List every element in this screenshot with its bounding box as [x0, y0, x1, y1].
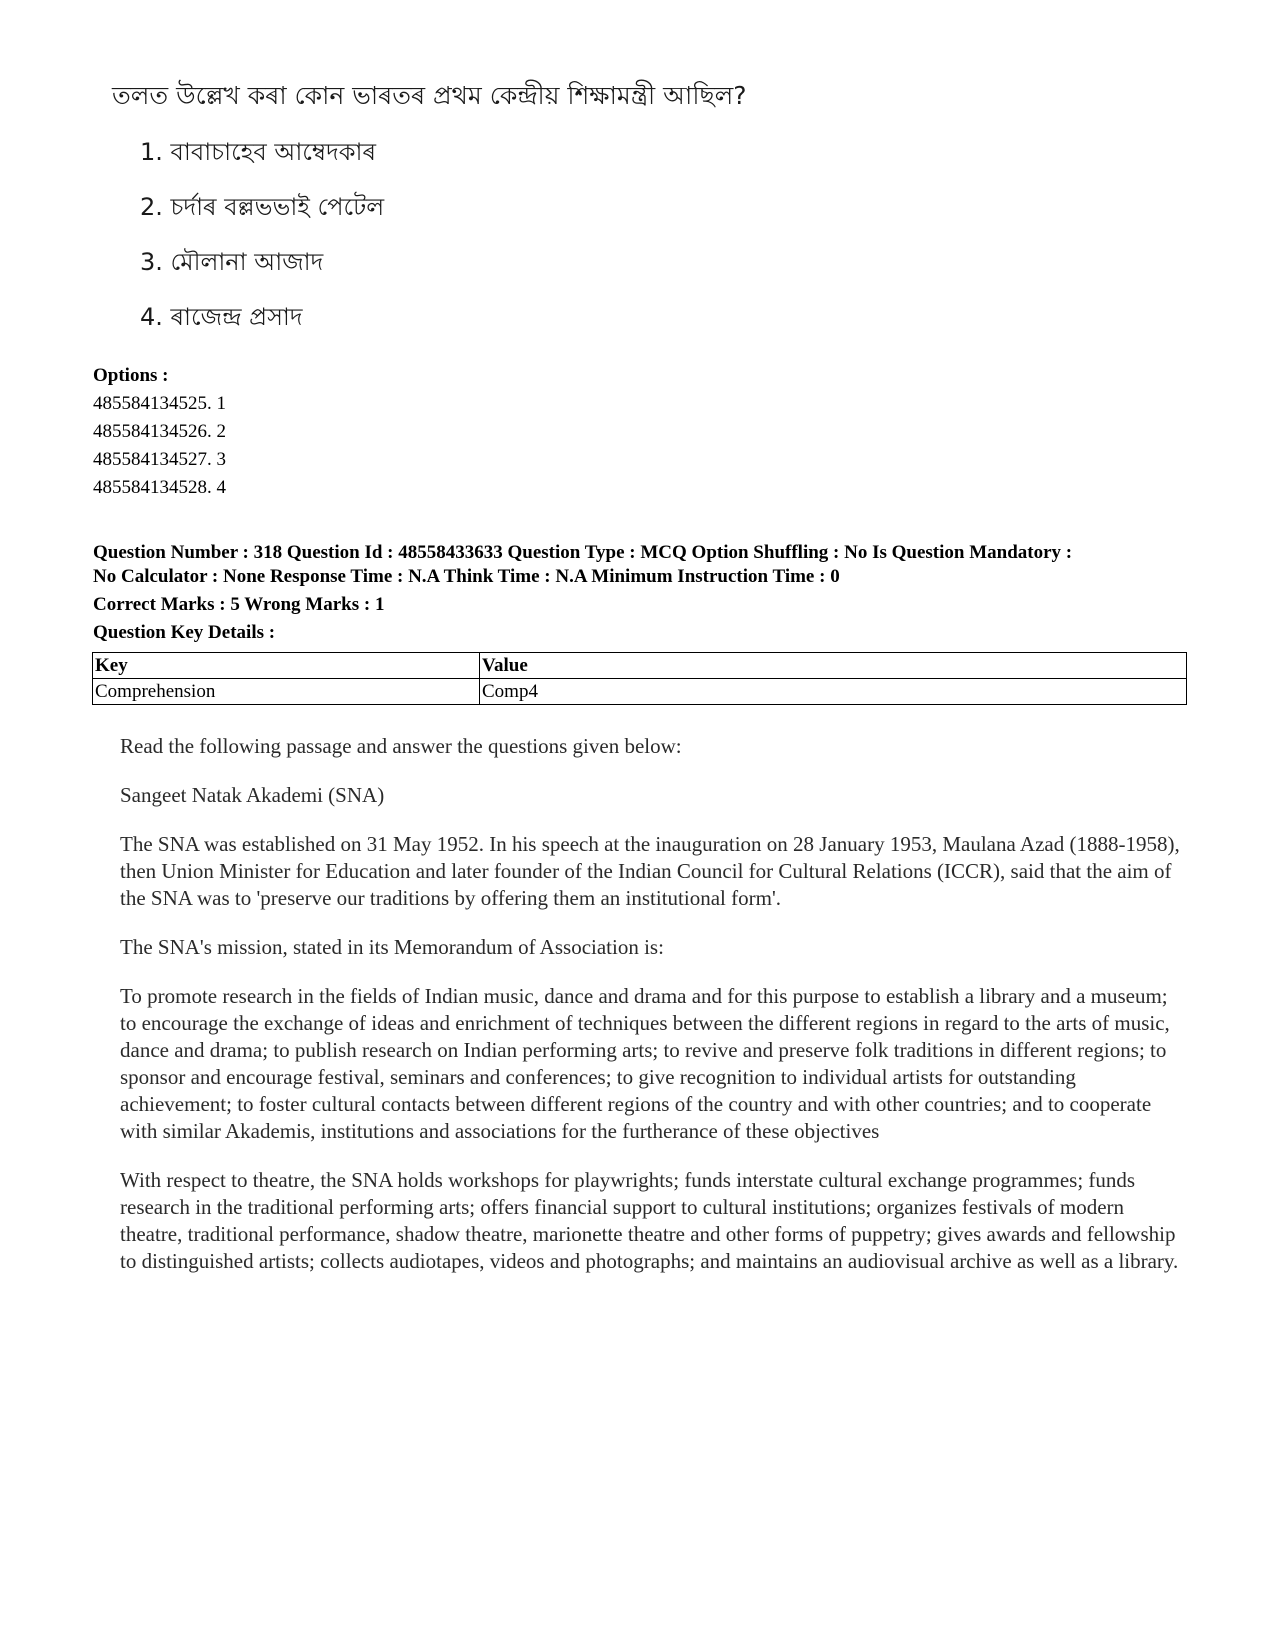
- header-value: Value: [480, 653, 1187, 679]
- passage-image: [120, 733, 1180, 1297]
- passage-paragraph: To promote research in the fields of Indian music, dance and drama and for this purpose to establish a library and a museum; to encourage the exchange of ideas and enrichment of techniques between the different regions in regard to the arts of music, dance and drama; to publish research on Indian performing arts; to revive and preserve folk traditions in different regions; to sponsor and encourage festival, seminars and conferences; to give recognition to individual artists for outstanding achievement; to foster cultural contacts between different regions of the country and with other countries; and to cooperate with similar Akademis, institutions and associations for the furtherance of these objectives: [120, 984, 1170, 1143]
- passage-paragraph: With respect to theatre, the SNA holds workshops for playwrights; funds interstate cultural exchange programmes; funds research in the traditional performing arts; offers financial support to cultural institutions; organizes festivals of modern theatre, traditional performance, shadow theatre, marionette theatre and other forms of puppetry; gives awards and fellowship to distinguished artists; collects audiotapes, videos and photographs; and maintains an audiovisual archive as well as a library.: [120, 1168, 1179, 1273]
- question-text: তলত উল্লেখ কৰা কোন ভাৰতৰ প্ৰথম কেন্দ্ৰীয় শিক্ষামন্ত্ৰী আছিল?: [112, 81, 747, 110]
- question-option: 2. চৰ্দাৰ বল্লভভাই পেটেল: [140, 193, 385, 221]
- option-id: 485584134528. 4: [93, 477, 226, 498]
- passage-paragraph: The SNA's mission, stated in its Memorandum of Association is:: [120, 935, 664, 959]
- option-id: 485584134525. 1: [93, 393, 226, 414]
- key-details-label: Question Key Details :: [93, 622, 276, 643]
- option-id: 485584134527. 3: [93, 449, 226, 470]
- question-option: 4. ৰাজেন্দ্ৰ প্ৰসাদ: [140, 303, 303, 331]
- question-option: 3. মৌলানা আজাদ: [140, 248, 324, 276]
- meta-line-1: Question Number : 318 Question Id : 48558433633 Question Type : MCQ Option Shuffling : No Is Question Mandatory :: [93, 542, 1073, 563]
- marks-line: Correct Marks : 5 Wrong Marks : 1: [93, 594, 385, 615]
- passage-instruction: Read the following passage and answer the questions given below:: [120, 734, 682, 758]
- passage-paragraph: The SNA was established on 31 May 1952. In his speech at the inauguration on 28 January 1953, Maulana Azad (1888-1958), then Union Minister for Education and later founder of the Indian Council for Cultural Relations (ICCR), said that the aim of the SNA was to 'preserve our traditions by offering them an institutional form'.: [120, 832, 1180, 910]
- header-key: Key: [93, 653, 480, 679]
- table-row: [93, 679, 1187, 705]
- key-details-table: [92, 652, 1187, 705]
- cell-key: Comprehension: [93, 679, 480, 705]
- cell-value: Comp4: [480, 679, 1187, 705]
- options-title: Options :: [93, 365, 169, 386]
- question-meta: [93, 541, 1193, 645]
- table-header-row: [93, 653, 1187, 679]
- meta-line-2: No Calculator : None Response Time : N.A Think Time : N.A Minimum Instruction Time : 0: [93, 566, 840, 587]
- option-id: 485584134526. 2: [93, 421, 226, 442]
- question-option: 1. বাবাচাহেব আম্বেদকাৰ: [140, 138, 376, 166]
- options-block: [93, 362, 226, 502]
- passage-heading: Sangeet Natak Akademi (SNA): [120, 783, 385, 807]
- question-image: [108, 70, 808, 350]
